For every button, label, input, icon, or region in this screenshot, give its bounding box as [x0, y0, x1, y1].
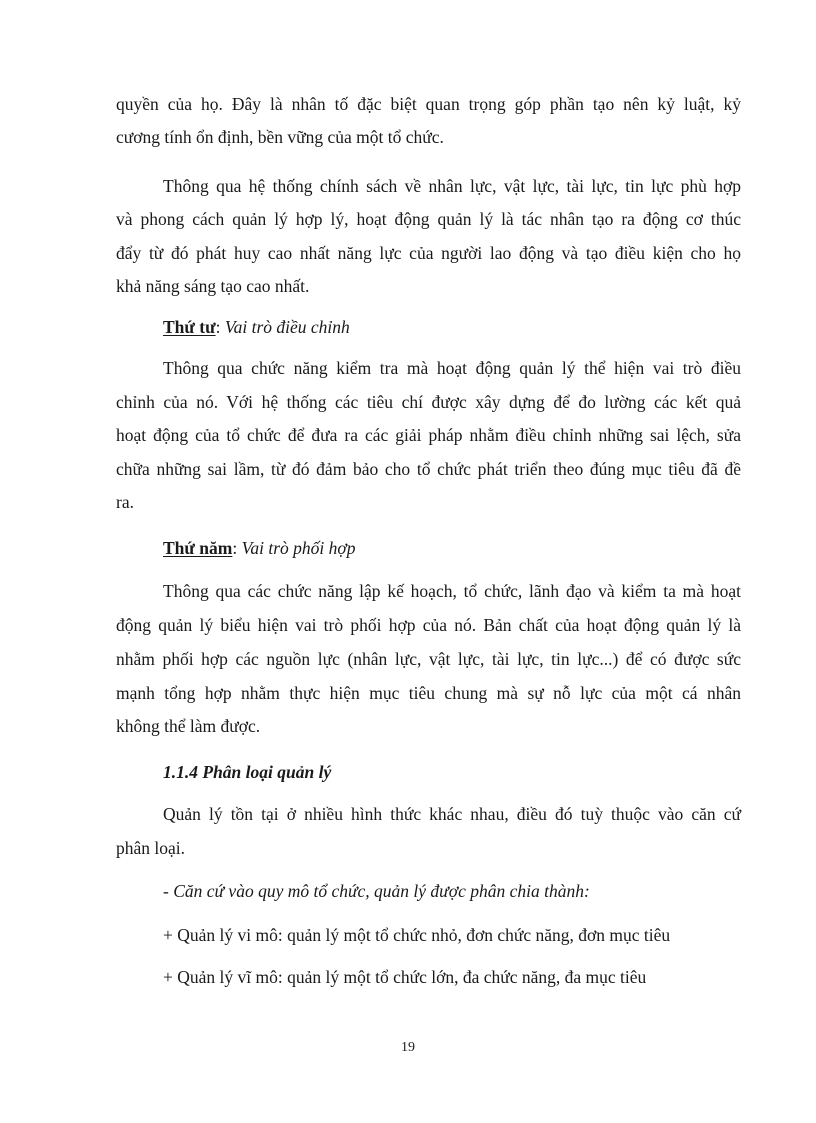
heading-title: Vai trò điều chỉnh	[224, 317, 350, 337]
heading-separator: :	[215, 317, 225, 337]
section-heading: 1.1.4 Phân loại quản lý	[163, 762, 332, 782]
heading-separator: :	[232, 538, 242, 558]
paragraph-line: ra.	[116, 492, 134, 512]
role-heading-5	[163, 537, 741, 559]
heading-label: Thứ tư	[163, 317, 216, 337]
paragraph-line: Thông qua chức năng kiểm tra mà hoạt động quản lý thể hiện vai trò điều	[163, 358, 741, 378]
paragraph-line: hoạt động của tổ chức để đưa ra các giải pháp nhằm điều chỉnh những sai lệch, sửa	[116, 425, 741, 445]
paragraph-line: Quản lý tồn tại ở nhiều hình thức khác nhau, điều đó tuỳ thuộc vào căn cứ	[163, 804, 741, 824]
paragraph-line: và phong cách quản lý hợp lý, hoạt động quản lý là tác nhân tạo ra động cơ thúc	[116, 209, 741, 229]
paragraph-line: khả năng sáng tạo cao nhất.	[116, 276, 310, 296]
paragraph-line: đẩy từ đó phát huy cao nhất năng lực của người lao động và tạo điều kiện cho họ	[116, 243, 741, 263]
paragraph-line: Thông qua hệ thống chính sách về nhân lực, vật lực, tài lực, tin lực phù hợp	[163, 176, 741, 196]
paragraph-line: Thông qua các chức năng lập kế hoạch, tổ chức, lãnh đạo và kiểm ta mà hoạt	[163, 581, 741, 601]
bullet-item: + Quản lý vĩ mô: quản lý một tổ chức lớn, đa chức năng, đa mục tiêu	[163, 967, 647, 987]
role-heading-4	[163, 316, 741, 338]
paragraph-line: phân loại.	[116, 838, 186, 858]
paragraph-line: chữa những sai lầm, từ đó đảm bảo cho tổ chức phát triển theo đúng mục tiêu đã đề	[116, 459, 741, 479]
paragraph-line: nhằm phối hợp các nguồn lực (nhân lực, vật lực, tài lực, tin lực...) để có được sức	[116, 649, 741, 669]
page-number: 19	[401, 1040, 415, 1055]
paragraph-line: cương tính ổn định, bền vững của một tổ chức.	[116, 127, 444, 147]
heading-title: Vai trò phối hợp	[241, 538, 356, 558]
paragraph-line: không thể làm được.	[116, 716, 261, 736]
paragraph-line: quyền của họ. Đây là nhân tố đặc biệt quan trọng góp phần tạo nên kỷ luật, kỷ	[116, 94, 741, 114]
criteria-line: - Căn cứ vào quy mô tổ chức, quản lý được phân chia thành:	[163, 881, 590, 901]
paragraph-line: chỉnh của nó. Với hệ thống các tiêu chí được xây dựng để đo lường các kết quả	[116, 392, 741, 412]
paragraph-line: động quản lý biểu hiện vai trò phối hợp của nó. Bản chất của hoạt động quản lý là	[116, 615, 741, 635]
heading-label: Thứ năm	[163, 538, 233, 558]
bullet-item: + Quản lý vi mô: quản lý một tổ chức nhỏ, đơn chức năng, đơn mục tiêu	[163, 925, 671, 945]
paragraph-line: mạnh tổng hợp nhằm thực hiện mục tiêu chung mà sự nỗ lực của một cá nhân	[116, 683, 741, 703]
